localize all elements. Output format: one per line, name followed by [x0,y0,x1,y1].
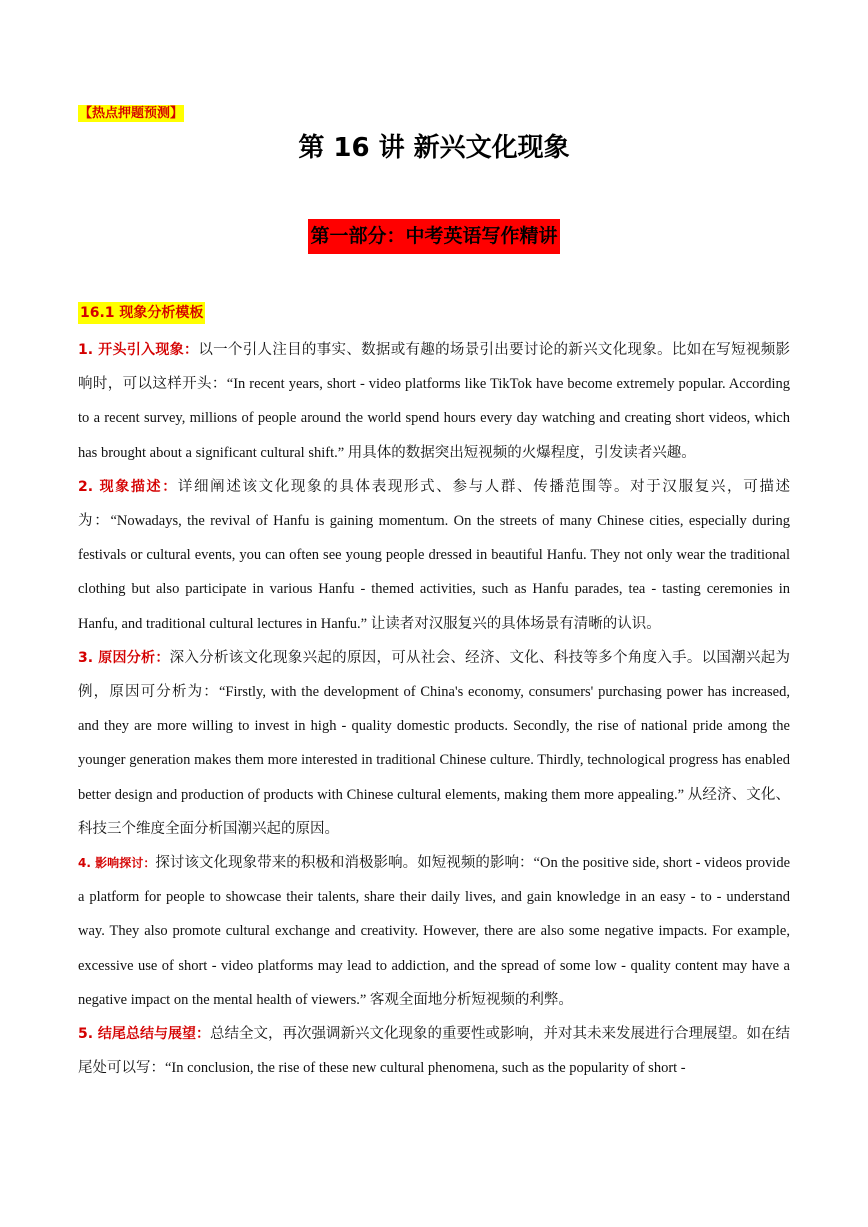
paragraph-causes [78,641,790,846]
paragraph-text: 详细阐述该文化现象的具体表现形式、参与人群、传播范围等。对于汉服复兴，可描述为：“Nowadays, the revival of Hanfu is gaining momentum. On the streets of many Chinese cities, especially during festivals or cultural events, you can often see young people dressed in beautiful Hanfu. They not only wear the traditional clothing but also participate in various Hanfu - themed activities, such as Hanfu parades, tea - tasting ceremonies in Hanfu, and traditional cultural lectures in Hanfu.” 让读者对汉服复兴的具体场景有清晰的认识。 [78,478,791,632]
hot-topic-tag: 【热点押题预测】 [79,106,184,121]
paragraph-text: 以一个引人注目的事实、数据或有趣的场景引出要讨论的新兴文化现象。比如在写短视频影响时，可以这样开头：“In recent years, short - video platforms like TikTok have become extremely popular. According to a recent survey, millions of people around the world spend hours every day watching and creating short videos, which has brought about a significant cultural shift.” 用具体的数据突出短视频的火爆程度，引发读者兴趣。 [78,342,790,461]
paragraph-text: 总结全文，再次强调新兴文化现象的重要性或影响，并对其未来发展进行合理展望。如在结尾处可以写：“In conclusion, the rise of these new cultural phenomena, such as the popularity of short - [78,1026,791,1077]
paragraph-text: 深入分析该文化现象兴起的原因，可从社会、经济、文化、科技等多个角度入手。以国潮兴起为例，原因可分析为：“Firstly, with the development of China's economy, consumers' purchasing power has increased, and they are more willing to invest in high - quality domestic products. Secondly, the rise of national pride among the younger generation makes them more interested in traditional Chinese culture. Thirdly, technological progress has enabled better design and production of products with Chinese cultural elements, making them more appealing.” 从经济、文化、科技三个维度全面分析国潮兴起的原因。 [78,649,791,837]
paragraph-heading: 2. 现象描述： [78,478,178,495]
paragraph-description [78,470,790,641]
paragraph-intro [78,333,790,470]
lecture-title: 第 16 讲 新兴文化现象 [298,133,570,163]
paragraph-heading: 5. 结尾总结与展望： [78,1026,210,1043]
paragraph-impact [78,846,790,1017]
section-title: 第一部分：中考英语写作精讲 [308,219,559,254]
section-banner [0,219,868,254]
paragraph-text: 探讨该文化现象带来的积极和消极影响。如短视频的影响：“On the positive side, short - videos provide a platform for people to showcase their talents, share their daily lives, and gain knowledge in an easy - to - understand way. They also promote cultural exchange and creativity. However, there are also some negative impacts. For example, excessive use of short - video platforms may lead to addiction, and the spread of some low - quality content may have a negative impact on the mental health of viewers.” 客观全面地分析短视频的利弊。 [78,855,791,1008]
paragraph-heading: 4. 影响探讨： [78,856,156,871]
paragraph-heading: 1. 开头引入现象： [78,342,199,358]
paragraph-conclusion [78,1017,790,1085]
paragraph-heading: 3. 原因分析： [78,649,170,666]
subsection-heading: 16.1 现象分析模板 [78,302,205,324]
body-text [78,333,790,1085]
